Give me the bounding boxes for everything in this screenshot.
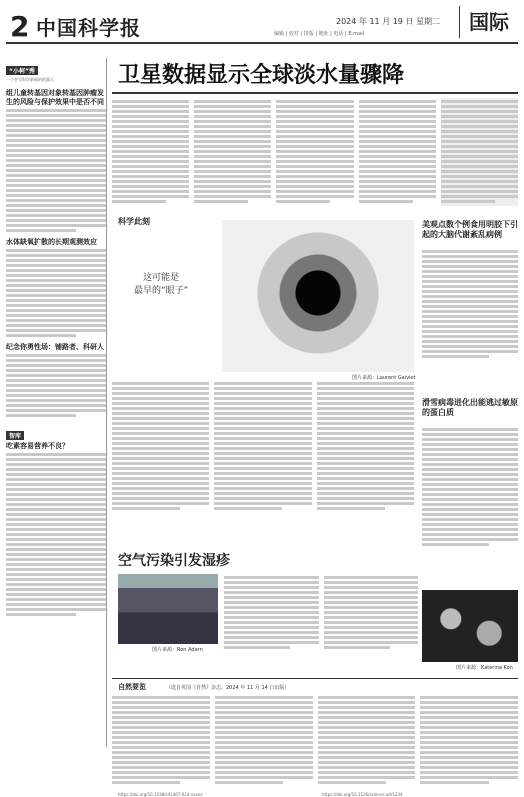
section-label: 国际: [459, 6, 518, 38]
side-article-title: 美观点数个例食用明胶下引起的大脑代谢紊乱病例: [422, 220, 518, 239]
eczema-headline: 空气污染引发湿疹: [118, 553, 230, 569]
lead-story-columns: [112, 98, 518, 206]
photo-credit: 图片来源：Laurent Gaiviet: [352, 375, 416, 381]
nature-digest-tag: 自然要览: [118, 683, 146, 691]
photo-credit: 图片来源：Ron Adarn: [152, 647, 203, 653]
science-moment-tag: 科学此刻: [118, 217, 150, 226]
column-tag: “小柯”秀: [6, 66, 38, 75]
pull-quote: 这可能是 最早的“眼子”: [134, 273, 189, 296]
lead-headline: 卫星数据显示全球淡水量骤降: [118, 63, 405, 88]
contact-line: 编辑 | 校对 | 排版 | 地址 | 电话 | E-mail: [274, 31, 364, 37]
article-title: 水体缺氧扩散的长期观测效应: [6, 238, 97, 246]
photo-credit: 图片来源：Katerina Kon: [456, 665, 513, 671]
article-title: 纪念你勇性场：铺路者、科研人: [6, 343, 104, 351]
doi-link[interactable]: https://doi.org/10.1038/s41467-024-xxxxx: [118, 792, 203, 797]
issue-date: 2024 年 11 月 19 日 星期二: [336, 17, 440, 26]
column-tag: 智库: [6, 431, 24, 440]
page-number: 2: [10, 10, 30, 43]
virus-photo: [422, 590, 518, 662]
left-column: [6, 58, 107, 747]
article-title: 组儿童转基因对象转基因肿瘤发生的风险与保护效果中是否不同: [6, 89, 104, 106]
article-title: 吃素容易营养不良？: [6, 442, 69, 450]
masthead: [6, 4, 518, 44]
eye-photo: [222, 220, 414, 372]
doi-link[interactable]: https://doi.org/10.1126/science.adr1234: [322, 792, 403, 797]
main-area: [112, 58, 518, 797]
science-story-columns: [112, 380, 414, 540]
source-note: （选自英国《自然》杂志，2024 年 11 月 14 日出版）: [166, 685, 290, 691]
newspaper-name: 中国科学报: [36, 16, 141, 40]
street-photo: [118, 574, 218, 644]
column-subtitle: 一个会写科学新闻的机器人: [6, 77, 54, 82]
side-article-title: 滑雪病毒进化出能逃过敏原的蛋白质: [422, 398, 518, 417]
